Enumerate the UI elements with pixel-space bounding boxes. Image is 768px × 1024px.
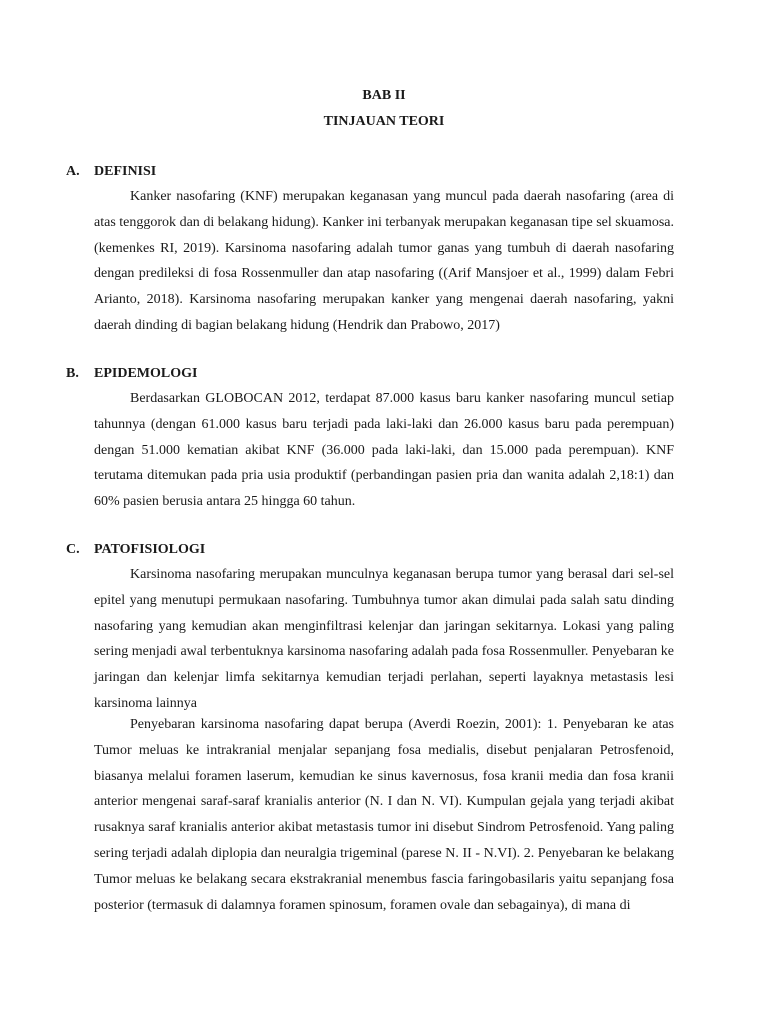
chapter-number: BAB II <box>362 88 406 103</box>
section-letter: A. <box>66 164 80 179</box>
section-heading-epidemologi <box>66 364 197 384</box>
section-letter: C. <box>66 542 80 557</box>
chapter-title: TINJAUAN TEORI <box>323 114 445 129</box>
section-letter: B. <box>66 366 79 381</box>
paragraph-patofisiologi-2: Penyebaran karsinoma nasofaring dapat berupa (Averdi Roezin, 2001): 1. Penyebaran ke atas Tumor meluas ke intrakranial menjalar sepanjang fosa medialis, disebut penjalaran Petrosfenoid, biasanya melalui foramen laserum, kemudian ke sinus kavernosus, fosa kranii media dan fosa kranii anterior mengenai saraf-saraf kranialis anterior (N. I dan N. VI). Kumpulan gejala yang terjadi akibat rusaknya saraf kranialis anterior akibat metastasis tumor ini disebut Sindrom Petrosfenoid. Yang paling sering terjadi adalah diplopia dan neuralgia trigeminal (parese N. II - N.VI). 2. Penyebaran ke belakang Tumor meluas ke belakang secara ekstrakranial menembus fascia faringobasilaris yaitu sepanjang fosa posterior (termasuk di dalamnya foramen spinosum, foramen ovale dan sebagainya), di mana di <box>94 717 674 913</box>
section-heading-definisi <box>66 162 156 182</box>
section-title: PATOFISIOLOGI <box>94 542 206 557</box>
section-title: DEFINISI <box>94 164 157 179</box>
paragraph-patofisiologi-1: Karsinoma nasofaring merupakan munculnya keganasan berupa tumor yang berasal dari sel-sel epitel yang menutupi permukaan nasofaring. Tumbuhnya tumor akan dimulai pada salah satu dinding nasofaring yang kemudian akan menginfiltrasi kelenjar dan jaringan sekitarnya. Lokasi yang paling sering menjadi awal terbentuknya karsinoma nasofaring adalah pada fosa Rossenmuller. Penyebaran ke jaringan dan kelenjar limfa sekitarnya kemudian terjadi perlahan, seperti layaknya metastasis lesi karsinoma lainnya <box>94 567 674 711</box>
section-heading-patofisiologi <box>66 540 205 560</box>
paragraph-epidemologi: Berdasarkan GLOBOCAN 2012, terdapat 87.000 kasus baru kanker nasofaring muncul setiap tahunnya (dengan 61.000 kasus baru terjadi pada laki-laki dan 26.000 kasus baru pada perempuan) dengan 51.000 kematian akibat KNF (36.000 pada laki-laki, dan 15.000 pada perempuan). KNF terutama ditemukan pada pria usia produktif (perbandingan pasien pria dan wanita adalah 2,18:1) dan 60% pasien berusia antara 25 hingga 60 tahun. <box>94 391 674 510</box>
section-title: EPIDEMOLOGI <box>94 366 198 381</box>
paragraph-definisi: Kanker nasofaring (KNF) merupakan keganasan yang muncul pada daerah nasofaring (area di atas tenggorok dan di belakang hidung). Kanker ini terbanyak merupakan keganasan tipe sel skuamosa. (kemenkes RI, 2019). Karsinoma nasofaring adalah tumor ganas yang tumbuh di daerah nasofaring dengan predileksi di fosa Rossenmuller dan atap nasofaring ((Arif Mansjoer et al., 1999) dalam Febri Arianto, 2018). Karsinoma nasofaring merupakan kanker yang mengenai daerah nasofaring, yakni daerah dinding di bagian belakang hidung (Hendrik dan Prabowo, 2017) <box>94 189 674 333</box>
